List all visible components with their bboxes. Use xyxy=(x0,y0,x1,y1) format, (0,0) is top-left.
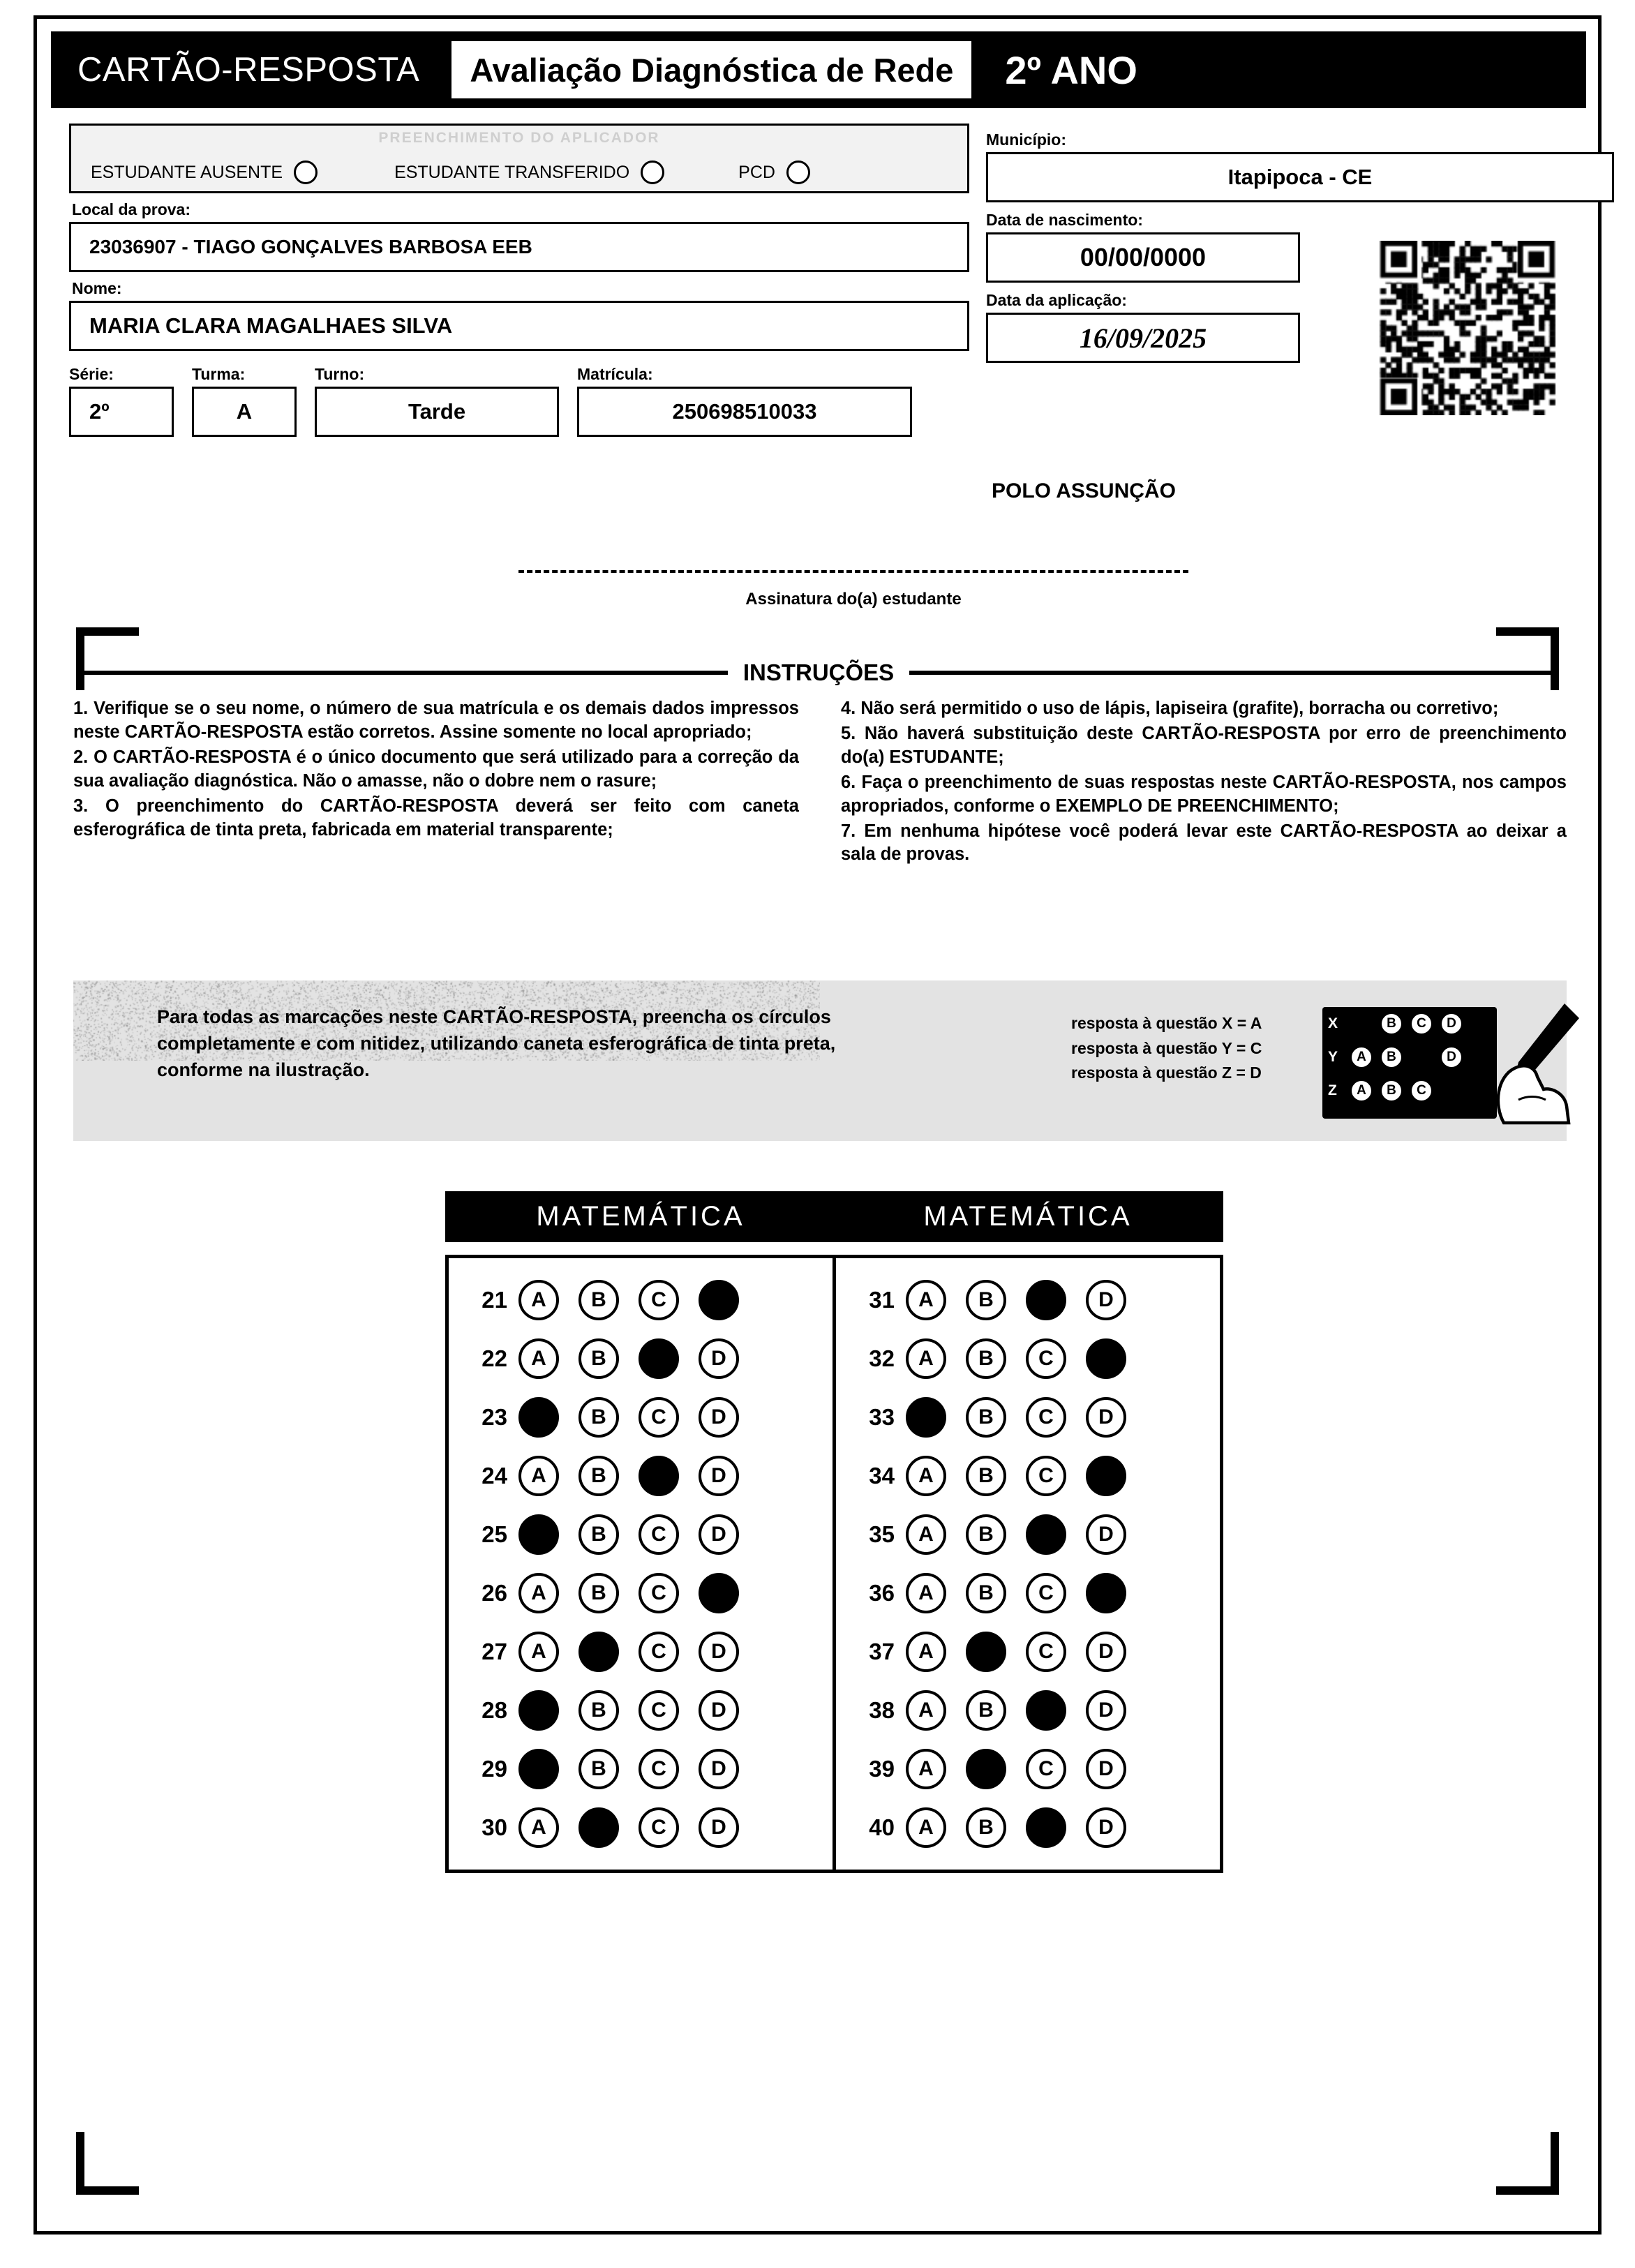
answer-bubble-34-C[interactable]: C xyxy=(1026,1456,1066,1496)
answer-bubble-28-C[interactable]: C xyxy=(639,1690,679,1731)
example-answer-x: resposta à questão X = A xyxy=(1071,1014,1262,1032)
question-number: 40 xyxy=(869,1814,895,1840)
matricula-value: 250698510033 xyxy=(577,387,912,437)
answer-bubble-40-B[interactable]: B xyxy=(966,1807,1006,1848)
question-number: 25 xyxy=(481,1521,507,1547)
answer-bubble-22-C[interactable]: C xyxy=(639,1338,679,1379)
instructions-column-left xyxy=(73,697,799,868)
filling-example-band xyxy=(73,980,1567,1141)
instruction-item: 7. Em nenhuma hipótese você poderá levar este CARTÃO-RESPOSTA ao deixar a sala de provas. xyxy=(841,821,1567,865)
question-number: 26 xyxy=(481,1580,507,1606)
turno-field xyxy=(315,358,559,437)
answer-bubble-26-C[interactable]: C xyxy=(639,1573,679,1613)
answer-bubble-38-B[interactable]: B xyxy=(966,1690,1006,1731)
question-row xyxy=(449,1271,833,1329)
answer-bubble-23-D[interactable]: D xyxy=(699,1397,739,1438)
answer-bubble-35-B[interactable]: B xyxy=(966,1514,1006,1555)
question-row xyxy=(836,1622,1220,1681)
example-bubble-Z-D: D xyxy=(1440,1079,1463,1103)
question-number: 24 xyxy=(481,1463,507,1489)
question-row xyxy=(836,1564,1220,1622)
status-option-pcd-bubble[interactable] xyxy=(786,161,810,184)
answer-bubble-36-B[interactable]: B xyxy=(966,1573,1006,1613)
turno-value: Tarde xyxy=(315,387,559,437)
answer-bubble-39-C[interactable]: C xyxy=(1026,1749,1066,1789)
status-option-transferred[interactable] xyxy=(394,161,664,184)
answer-bubble-27-B[interactable]: B xyxy=(578,1632,619,1672)
question-number: 28 xyxy=(481,1697,507,1723)
answer-bubble-34-D[interactable]: D xyxy=(1086,1456,1126,1496)
corner-mark-bottom-left xyxy=(76,2132,139,2195)
question-row xyxy=(449,1329,833,1388)
answer-bubble-26-A[interactable]: A xyxy=(518,1573,559,1613)
instruction-item: 3. O preenchimento do CARTÃO-RESPOSTA deverá ser feito com caneta esferográfica de tinta preta, fabricada em material transparente; xyxy=(73,796,799,840)
question-row xyxy=(449,1505,833,1564)
question-row xyxy=(836,1447,1220,1505)
instructions-header xyxy=(79,659,1558,686)
answer-bubble-38-A[interactable]: A xyxy=(906,1690,946,1731)
filling-example-answers xyxy=(1071,1011,1262,1086)
question-number: 21 xyxy=(481,1287,507,1313)
status-option-pcd[interactable] xyxy=(738,161,810,184)
status-option-absent-bubble[interactable] xyxy=(294,161,318,184)
answer-bubble-34-A[interactable]: A xyxy=(906,1456,946,1496)
sheet-border xyxy=(33,15,1602,2235)
example-bubble-X-B: B xyxy=(1380,1012,1403,1036)
answer-bubble-31-B[interactable]: B xyxy=(966,1280,1006,1320)
polo-label: POLO ASSUNÇÃO xyxy=(992,479,1176,502)
serie-value: 2º xyxy=(69,387,174,437)
corner-mark-bottom-right xyxy=(1496,2132,1559,2195)
local-value: 23036907 - TIAGO GONÇALVES BARBOSA EEB xyxy=(69,222,969,272)
applicator-status-box xyxy=(69,124,969,193)
answer-bubble-32-D[interactable]: D xyxy=(1086,1338,1126,1379)
page-header xyxy=(51,31,1586,108)
serie-label: Série: xyxy=(69,365,114,383)
answer-bubble-23-A[interactable]: A xyxy=(518,1397,559,1438)
qr-code xyxy=(1349,241,1586,415)
filling-example-text: Para todas as marcações neste CARTÃO-RESPOSTA, preencha os círculos completamente e com nitidez, utilizando caneta esferográfica de tinta preta, conforme na ilustração. xyxy=(157,1006,836,1080)
answer-bubble-30-C[interactable]: C xyxy=(639,1807,679,1848)
example-bubble-X-A: A xyxy=(1350,1012,1373,1036)
signature-line[interactable] xyxy=(518,570,1188,573)
instruction-item: 2. O CARTÃO-RESPOSTA é o único documento que será utilizado para a correção da sua avaliação diagnóstica. Não o amasse, não o dobre nem o rasure; xyxy=(73,747,799,791)
turma-label: Turma: xyxy=(192,365,246,383)
example-bubble-grid xyxy=(1322,1007,1497,1119)
question-number: 33 xyxy=(869,1404,895,1430)
example-grid-row xyxy=(1328,1074,1497,1107)
example-grid-row xyxy=(1328,1007,1497,1040)
nascimento-value: 00/00/0000 xyxy=(986,232,1300,283)
signature-caption: Assinatura do(a) estudante xyxy=(745,590,962,609)
answer-bubble-31-D[interactable]: D xyxy=(1086,1280,1126,1320)
answer-bubble-37-B[interactable]: B xyxy=(966,1632,1006,1672)
answer-bubble-36-D[interactable]: D xyxy=(1086,1573,1126,1613)
question-number: 35 xyxy=(869,1521,895,1547)
answer-bubble-33-C[interactable]: C xyxy=(1026,1397,1066,1438)
header-grade-title: 2º ANO xyxy=(1005,47,1137,92)
question-number: 36 xyxy=(869,1580,895,1606)
question-row xyxy=(836,1740,1220,1798)
instruction-item: 1. Verifique se o seu nome, o número de sua matrícula e os demais dados impressos neste CARTÃO-RESPOSTA estão corretos. Assine somente no local apropriado; xyxy=(73,699,799,742)
answer-bubble-32-C[interactable]: C xyxy=(1026,1338,1066,1379)
question-number: 32 xyxy=(869,1345,895,1371)
local-label: Local da prova: xyxy=(72,200,191,218)
example-grid-label: Z xyxy=(1328,1082,1337,1098)
answer-bubble-22-D[interactable]: D xyxy=(699,1338,739,1379)
answer-bubble-33-D[interactable]: D xyxy=(1086,1397,1126,1438)
answer-bubble-27-D[interactable]: D xyxy=(699,1632,739,1672)
question-number: 23 xyxy=(481,1404,507,1430)
matricula-field xyxy=(577,358,912,437)
answer-bubble-36-C[interactable]: C xyxy=(1026,1573,1066,1613)
example-bubble-Y-B: B xyxy=(1380,1045,1403,1069)
answer-bubble-24-A[interactable]: A xyxy=(518,1456,559,1496)
answer-column-2-box xyxy=(833,1255,1223,1873)
answer-bubble-23-B[interactable]: B xyxy=(578,1397,619,1438)
answer-column-2-title: MATEMÁTICA xyxy=(833,1191,1223,1242)
turma-field xyxy=(192,358,297,437)
serie-field xyxy=(69,358,174,437)
question-row xyxy=(449,1622,833,1681)
answer-bubble-33-A[interactable]: A xyxy=(906,1397,946,1438)
answer-bubble-29-A[interactable]: A xyxy=(518,1749,559,1789)
matricula-label: Matrícula: xyxy=(577,365,653,383)
answer-bubble-31-A[interactable]: A xyxy=(906,1280,946,1320)
answer-bubble-37-A[interactable]: A xyxy=(906,1632,946,1672)
answer-bubble-29-B[interactable]: B xyxy=(578,1749,619,1789)
status-option-absent-label: ESTUDANTE AUSENTE xyxy=(91,162,283,182)
example-grid-label: Y xyxy=(1328,1049,1338,1065)
answer-bubble-35-D[interactable]: D xyxy=(1086,1514,1126,1555)
example-grid-label: X xyxy=(1328,1015,1338,1031)
question-row xyxy=(449,1447,833,1505)
question-number: 22 xyxy=(481,1345,507,1371)
example-bubble-Y-A: A xyxy=(1350,1045,1373,1069)
answer-bubble-30-D[interactable]: D xyxy=(699,1807,739,1848)
answer-bubble-31-C[interactable]: C xyxy=(1026,1280,1066,1320)
status-option-transferred-bubble[interactable] xyxy=(641,161,664,184)
status-option-absent[interactable] xyxy=(91,161,318,184)
question-number: 30 xyxy=(481,1814,507,1840)
example-bubble-Y-C: C xyxy=(1410,1045,1433,1069)
turma-value: A xyxy=(192,387,297,437)
answer-bubble-32-B[interactable]: B xyxy=(966,1338,1006,1379)
instruction-item: 6. Faça o preenchimento de suas respostas neste CARTÃO-RESPOSTA, nos campos apropriados, conforme o EXEMPLO DE PREENCHIMENTO; xyxy=(841,772,1567,816)
answer-bubble-33-B[interactable]: B xyxy=(966,1397,1006,1438)
answer-bubble-26-D[interactable]: D xyxy=(699,1573,739,1613)
answer-bubble-39-A[interactable]: A xyxy=(906,1749,946,1789)
instructions-body xyxy=(73,697,1567,868)
header-center-title: Avaliação Diagnóstica de Rede xyxy=(451,41,971,98)
question-number: 38 xyxy=(869,1697,895,1723)
instructions-rule-left xyxy=(79,671,728,675)
question-number: 34 xyxy=(869,1463,895,1489)
answer-bubble-25-A[interactable]: A xyxy=(518,1514,559,1555)
answer-bubble-23-C[interactable]: C xyxy=(639,1397,679,1438)
example-bubble-Z-C: C xyxy=(1410,1079,1433,1103)
question-row xyxy=(836,1798,1220,1857)
example-bubble-Z-A: A xyxy=(1350,1079,1373,1103)
municipio-value: Itapipoca - CE xyxy=(986,152,1614,202)
answer-bubble-37-D[interactable]: D xyxy=(1086,1632,1126,1672)
applicator-status-title: PREENCHIMENTO DO APLICADOR xyxy=(378,130,660,146)
question-row xyxy=(836,1329,1220,1388)
answer-bubble-32-A[interactable]: A xyxy=(906,1338,946,1379)
header-left-title: CARTÃO-RESPOSTA xyxy=(77,51,420,89)
status-option-pcd-label: PCD xyxy=(738,162,775,182)
answer-bubble-21-C[interactable]: C xyxy=(639,1280,679,1320)
municipio-label: Município: xyxy=(986,130,1066,149)
answer-bubble-40-C[interactable]: C xyxy=(1026,1807,1066,1848)
question-number: 29 xyxy=(481,1756,507,1782)
nome-value: MARIA CLARA MAGALHAES SILVA xyxy=(69,301,969,351)
instructions-rule-right xyxy=(909,671,1558,675)
question-number: 37 xyxy=(869,1639,895,1664)
question-row xyxy=(836,1271,1220,1329)
answer-bubble-29-D[interactable]: D xyxy=(699,1749,739,1789)
question-row xyxy=(449,1388,833,1447)
question-row xyxy=(449,1564,833,1622)
hand-icon xyxy=(1483,996,1588,1128)
answer-bubble-37-C[interactable]: C xyxy=(1026,1632,1066,1672)
qr-code-canvas xyxy=(1349,241,1586,415)
instructions-title: INSTRUÇÕES xyxy=(742,659,895,685)
nome-label: Nome: xyxy=(72,279,122,297)
question-row xyxy=(449,1681,833,1740)
answer-bubble-40-A[interactable]: A xyxy=(906,1807,946,1848)
question-number: 27 xyxy=(481,1639,507,1664)
answer-bubble-25-C[interactable]: C xyxy=(639,1514,679,1555)
answer-column-1-title: MATEMÁTICA xyxy=(445,1191,836,1242)
identification-block xyxy=(69,124,969,437)
turno-label: Turno: xyxy=(315,365,365,383)
answer-bubble-21-D[interactable]: D xyxy=(699,1280,739,1320)
aplicacao-value: 16/09/2025 xyxy=(986,313,1300,363)
answer-bubble-28-B[interactable]: B xyxy=(578,1690,619,1731)
example-bubble-X-D: D xyxy=(1440,1012,1463,1036)
answer-bubble-30-B[interactable]: B xyxy=(578,1807,619,1848)
question-number: 39 xyxy=(869,1756,895,1782)
answer-bubble-40-D[interactable]: D xyxy=(1086,1807,1126,1848)
answer-bubble-27-C[interactable]: C xyxy=(639,1632,679,1672)
answer-bubble-25-D[interactable]: D xyxy=(699,1514,739,1555)
question-row xyxy=(449,1798,833,1857)
answer-bubble-29-C[interactable]: C xyxy=(639,1749,679,1789)
example-bubble-Z-B: B xyxy=(1380,1079,1403,1103)
instruction-item: 5. Não haverá substituição deste CARTÃO-RESPOSTA por erro de preenchimento do(a) ESTUDANTE; xyxy=(841,723,1567,767)
question-row xyxy=(836,1681,1220,1740)
example-answer-z: resposta à questão Z = D xyxy=(1071,1064,1262,1082)
question-row xyxy=(449,1740,833,1798)
answer-bubble-24-B[interactable]: B xyxy=(578,1456,619,1496)
answer-bubble-34-B[interactable]: B xyxy=(966,1456,1006,1496)
status-option-transferred-label: ESTUDANTE TRANSFERIDO xyxy=(394,162,630,182)
example-answer-y: resposta à questão Y = C xyxy=(1071,1038,1262,1057)
answer-bubble-28-D[interactable]: D xyxy=(699,1690,739,1731)
answer-bubble-27-A[interactable]: A xyxy=(518,1632,559,1672)
answer-bubble-38-C[interactable]: C xyxy=(1026,1690,1066,1731)
nascimento-label: Data de nascimento: xyxy=(986,211,1143,229)
question-row xyxy=(836,1388,1220,1447)
answer-bubble-25-B[interactable]: B xyxy=(578,1514,619,1555)
example-bubble-Y-D: D xyxy=(1440,1045,1463,1069)
answer-bubble-21-A[interactable]: A xyxy=(518,1280,559,1320)
answer-bubble-35-A[interactable]: A xyxy=(906,1514,946,1555)
answer-bubble-26-B[interactable]: B xyxy=(578,1573,619,1613)
instructions-column-right xyxy=(841,697,1567,868)
answer-bubble-24-C[interactable]: C xyxy=(639,1456,679,1496)
answer-bubble-22-A[interactable]: A xyxy=(518,1338,559,1379)
answer-bubble-30-A[interactable]: A xyxy=(518,1807,559,1848)
answer-column-2 xyxy=(833,1191,1223,1873)
municipio-field xyxy=(986,130,1614,202)
answer-bubble-24-D[interactable]: D xyxy=(699,1456,739,1496)
answer-bubble-39-D[interactable]: D xyxy=(1086,1749,1126,1789)
answer-bubble-36-A[interactable]: A xyxy=(906,1573,946,1613)
answer-column-1-box xyxy=(445,1255,836,1873)
answer-bubble-28-A[interactable]: A xyxy=(518,1690,559,1731)
instruction-item: 4. Não será permitido o uso de lápis, lapiseira (grafite), borracha ou corretivo; xyxy=(841,699,1499,718)
answer-bubble-39-B[interactable]: B xyxy=(966,1749,1006,1789)
example-bubble-X-C: C xyxy=(1410,1012,1433,1036)
answer-bubble-35-C[interactable]: C xyxy=(1026,1514,1066,1555)
question-number: 31 xyxy=(869,1287,895,1313)
answer-column-1 xyxy=(445,1191,836,1873)
answer-bubble-22-B[interactable]: B xyxy=(578,1338,619,1379)
answer-bubble-38-D[interactable]: D xyxy=(1086,1690,1126,1731)
example-grid-row xyxy=(1328,1040,1497,1074)
question-row xyxy=(836,1505,1220,1564)
aplicacao-label: Data da aplicação: xyxy=(986,291,1127,309)
answer-bubble-21-B[interactable]: B xyxy=(578,1280,619,1320)
